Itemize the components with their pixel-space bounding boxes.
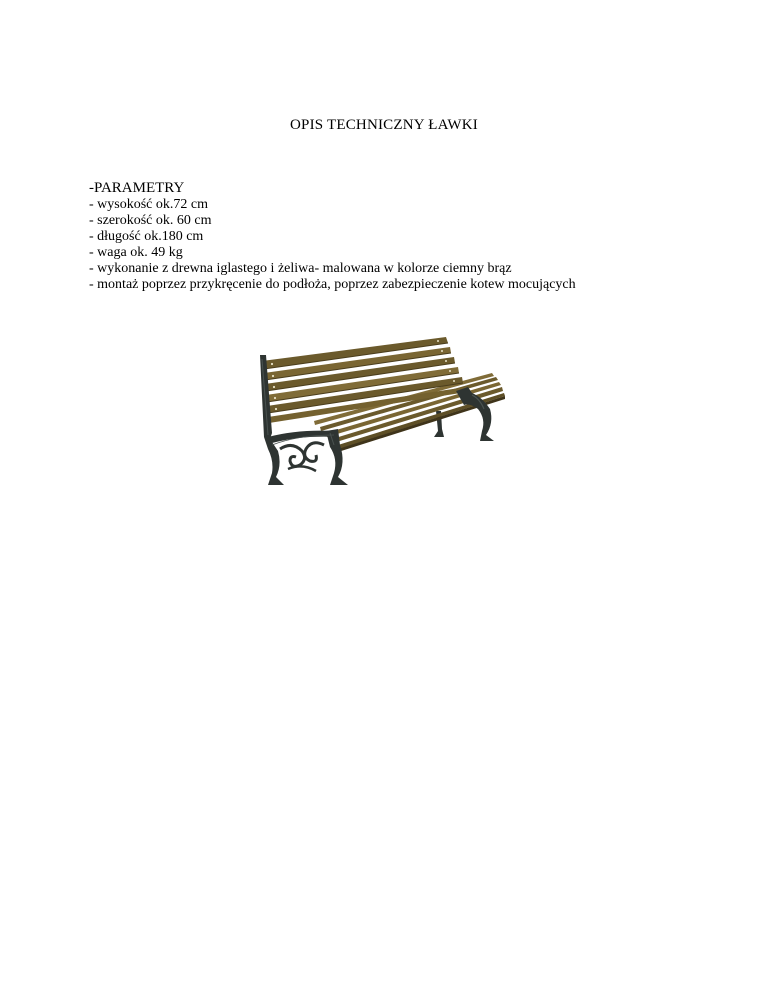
parameter-height: - wysokość ok.72 cm (89, 197, 208, 212)
document-title: OPIS TECHNICZNY ŁAWKI (290, 117, 478, 133)
parameter-mounting: - montaż poprzez przykręcenie do podłoża, poprzez zabezpieczenie kotew mocujących (89, 277, 576, 292)
parameter-width: - szerokość ok. 60 cm (89, 213, 212, 228)
bench-image (258, 333, 510, 495)
parameters-list (89, 197, 749, 293)
bench-illustration (258, 333, 510, 495)
parameter-weight: - waga ok. 49 kg (89, 245, 183, 260)
parameters-section (89, 180, 749, 293)
parameter-material: - wykonanie z drewna iglastego i żeliwa- malowana w kolorze ciemny brąz (89, 261, 512, 276)
parameter-length: - długość ok.180 cm (89, 229, 204, 244)
parameters-heading: -PARAMETRY (89, 180, 185, 196)
